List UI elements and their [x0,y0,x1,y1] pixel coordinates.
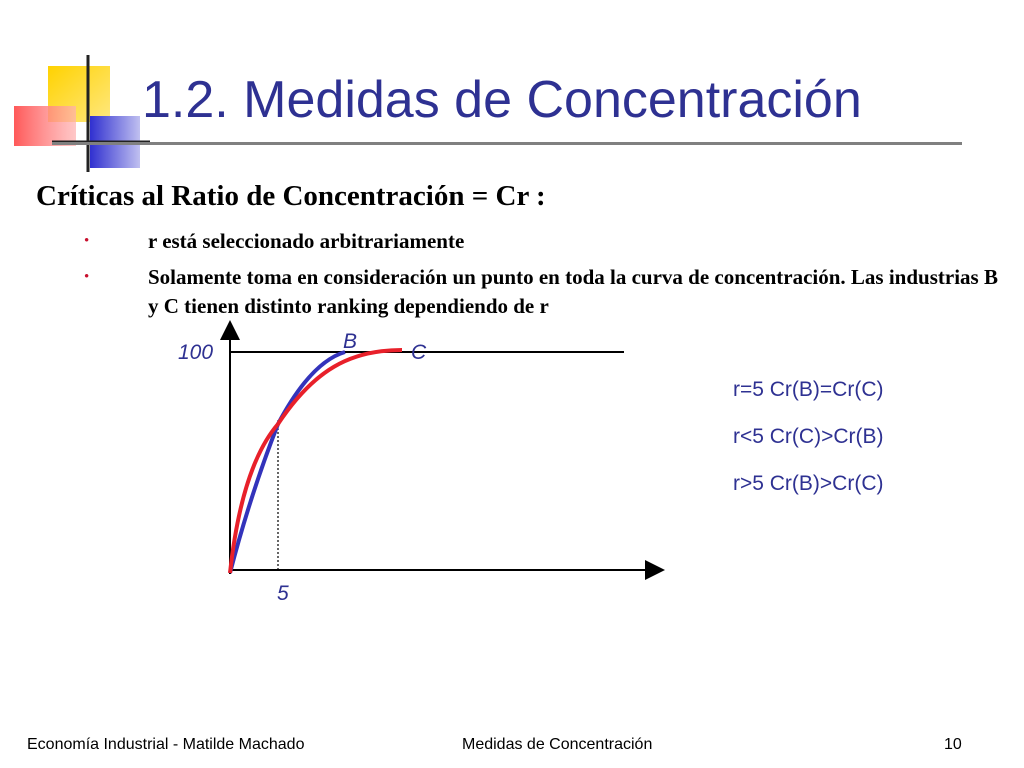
y-tick-label: 100 [178,341,214,364]
footer-course: Economía Industrial - Matilde Machado [27,736,305,753]
slide-subtitle: Críticas al Ratio de Concentración = Cr : [36,180,546,212]
slide-title: 1.2. Medidas de Concentración [142,71,862,129]
footer-topic: Medidas de Concentración [462,736,653,753]
bullet-text: r está seleccionado arbitrariamente [148,229,465,253]
condition-less: r<5 Cr(C)>Cr(B) [733,425,884,448]
curve-b-label: B [343,330,358,353]
page-number: 10 [944,736,962,753]
bullet-marker: • [84,233,90,249]
curve-b [230,352,345,573]
condition-greater: r>5 Cr(B)>Cr(C) [733,472,884,495]
curve-c [230,350,402,573]
condition-equal: r=5 Cr(B)=Cr(C) [733,378,884,401]
x-tick-label: 5 [277,582,289,605]
bullet-marker: • [84,269,90,285]
bullet-text: Solamente toma en consideración un punto en toda la curva de concentración. Las industrias B y C tienen distinto ranking dependiendo de r [148,265,998,318]
curve-c-label: C [411,341,427,364]
